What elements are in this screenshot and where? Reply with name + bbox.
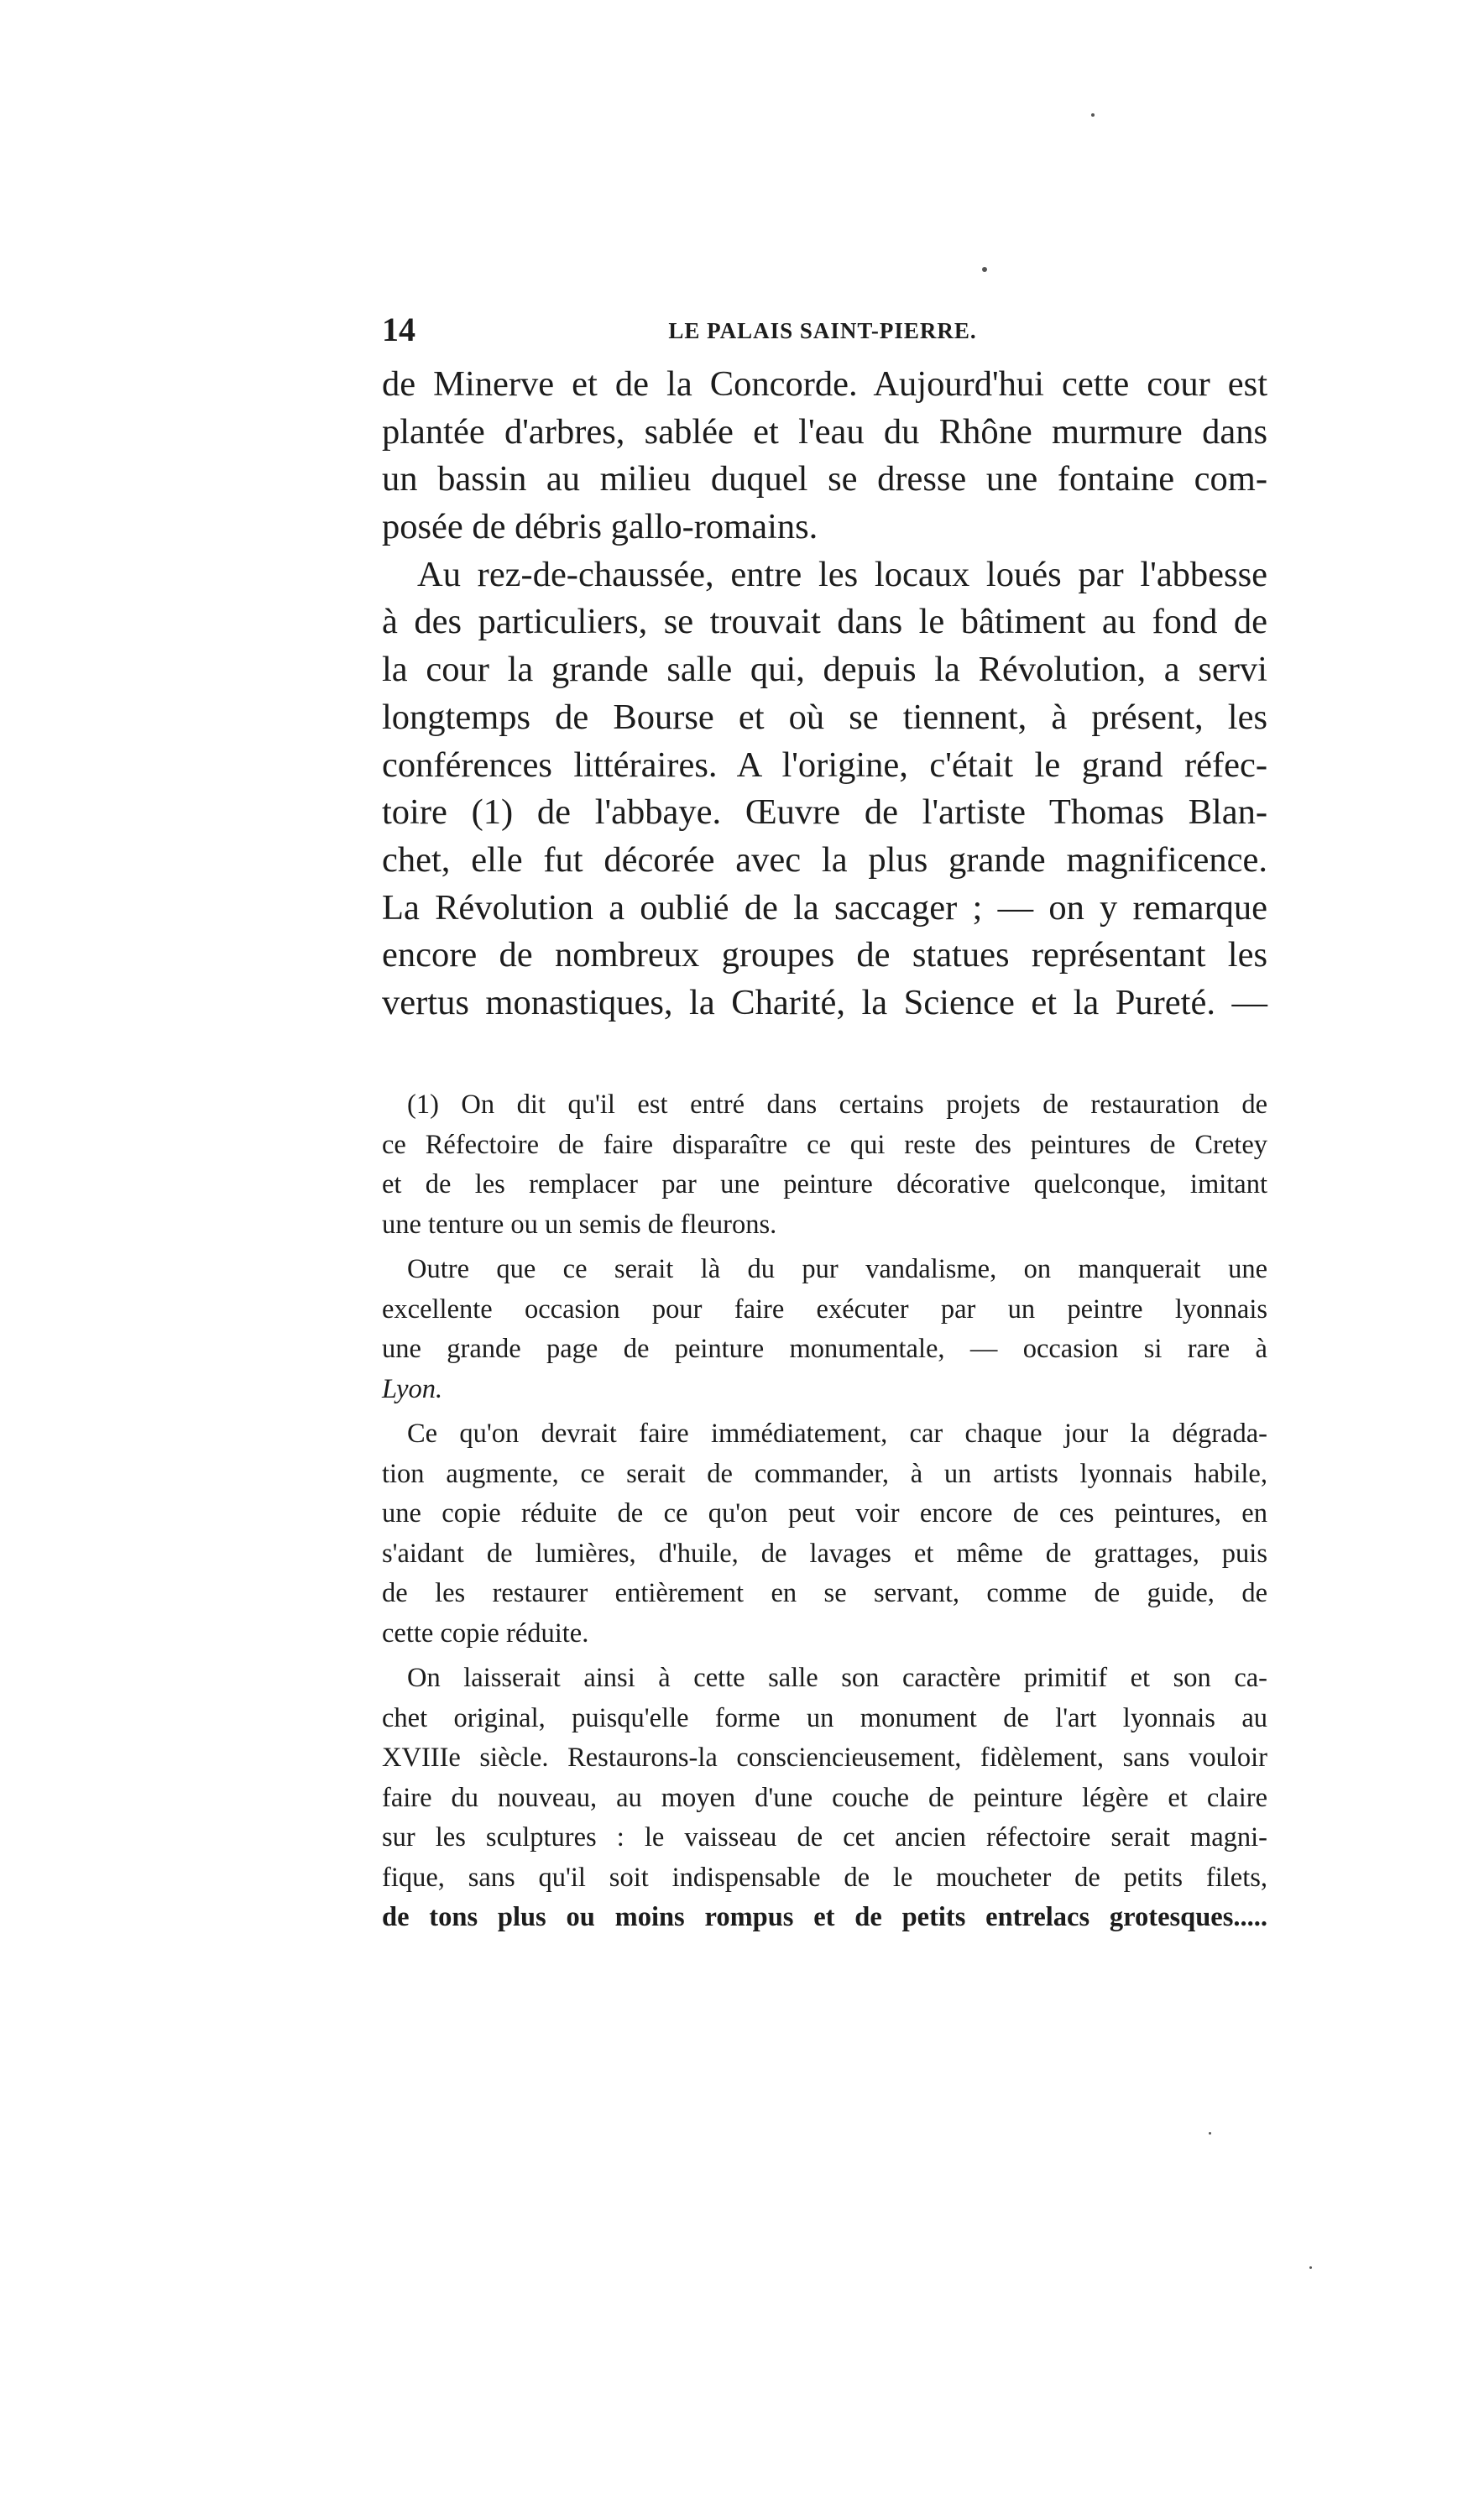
footnote-line: Lyon.: [382, 1373, 443, 1404]
running-title: LE PALAIS SAINT-PIERRE.: [668, 318, 977, 343]
footnote-line: Ce qu'on devrait faire immédiatement, car chaque jour la dégrada-: [407, 1419, 1267, 1449]
footnote-line: excellente occasion pour faire exécuter par un peintre lyonnais: [382, 1293, 1267, 1325]
footnote-line: s'aidant de lumières, d'huile, de lavages et même de grattages, puis: [382, 1538, 1267, 1569]
body-line: de Minerve et de la Concorde. Aujourd'hui cette cour est: [382, 364, 1267, 404]
footnote-paragraph: [382, 1659, 1267, 1938]
footnote-line: de tons plus ou moins rompus et de petits entrelacs grotesques.....: [382, 1902, 1267, 1932]
footnote-line: On laisserait ainsi à cette salle son caractère primitif et son ca-: [407, 1663, 1267, 1693]
page-header: [382, 309, 1263, 351]
footnote-line: fique, sans qu'il soit indispensable de le moucheter de petits filets,: [382, 1862, 1267, 1893]
footnote-line: Outre que ce serait là du pur vandalisme, on manquerait une: [407, 1254, 1267, 1284]
body-line: plantée d'arbres, sablée et l'eau du Rhône murmure dans: [382, 411, 1267, 452]
body-line: posée de débris gallo-romains.: [382, 507, 818, 547]
footnote-line: XVIIIe siècle. Restaurons-la consciencieusement, fidèlement, sans vouloir: [382, 1743, 1267, 1773]
footnote-line: faire du nouveau, au moyen d'une couche de peinture légère et claire: [382, 1782, 1267, 1813]
footnote-line: une grande page de peinture monumentale, — occasion si rare à: [382, 1334, 1267, 1364]
ink-speck: [982, 267, 987, 272]
body-line: à des particuliers, se trouvait dans le bâtiment au fond de: [382, 602, 1267, 642]
body-line: toire (1) de l'abbaye. Œuvre de l'artiste Thomas Blan-: [382, 792, 1267, 833]
footnote-line: une tenture ou un semis de fleurons.: [382, 1209, 777, 1240]
body-line: conférences littéraires. A l'origine, c'était le grand réfec-: [382, 745, 1267, 785]
footnote-line: tion augmente, ce serait de commander, à un artists lyonnais habile,: [382, 1458, 1267, 1489]
footnote-paragraph: [382, 1250, 1267, 1409]
footnote: [382, 1085, 1267, 1938]
body-text: [382, 361, 1267, 1027]
footnote-line: cette copie réduite.: [382, 1617, 589, 1649]
ink-speck: [1309, 2266, 1312, 2269]
body-line: La Révolution a oublié de la saccager ; — on y remarque: [382, 887, 1267, 928]
body-line: encore de nombreux groupes de statues représentant les: [382, 935, 1267, 975]
body-line: vertus monastiques, la Charité, la Science et la Pureté. —: [382, 982, 1267, 1022]
footnote-paragraph: [382, 1414, 1267, 1654]
ink-speck: [1091, 113, 1095, 117]
footnote-line: sur les sculptures : le vaisseau de cet ancien réfectoire serait magni-: [382, 1822, 1267, 1853]
ink-speck: [1209, 2132, 1211, 2135]
footnote-line: une copie réduite de ce qu'on peut voir encore de ces peintures, en: [382, 1498, 1267, 1529]
body-line: la cour la grande salle qui, depuis la Révolution, a servi: [382, 650, 1267, 690]
footnote-line: et de les remplacer par une peinture décorative quelconque, imitant: [382, 1169, 1267, 1199]
page-number: 14: [382, 311, 415, 348]
body-line: chet, elle fut décorée avec la plus grande magnificence.: [382, 839, 1267, 880]
body-line: un bassin au milieu duquel se dresse une fontaine com-: [382, 459, 1267, 499]
footnote-line: de les restaurer entièrement en se servant, comme de guide, de: [382, 1578, 1267, 1608]
footnote-line: ce Réfectoire de faire disparaître ce qui reste des peintures de Cretey: [382, 1129, 1267, 1160]
footnote-line: (1) On dit qu'il est entré dans certains projets de restauration de: [407, 1090, 1267, 1120]
body-line: longtemps de Bourse et où se tiennent, à présent, les: [382, 697, 1267, 737]
footnote-paragraph: [382, 1085, 1267, 1245]
body-line: Au rez-de-chaussée, entre les locaux loués par l'abbesse: [417, 554, 1267, 594]
footnote-line: chet original, puisqu'elle forme un monument de l'art lyonnais au: [382, 1702, 1267, 1733]
